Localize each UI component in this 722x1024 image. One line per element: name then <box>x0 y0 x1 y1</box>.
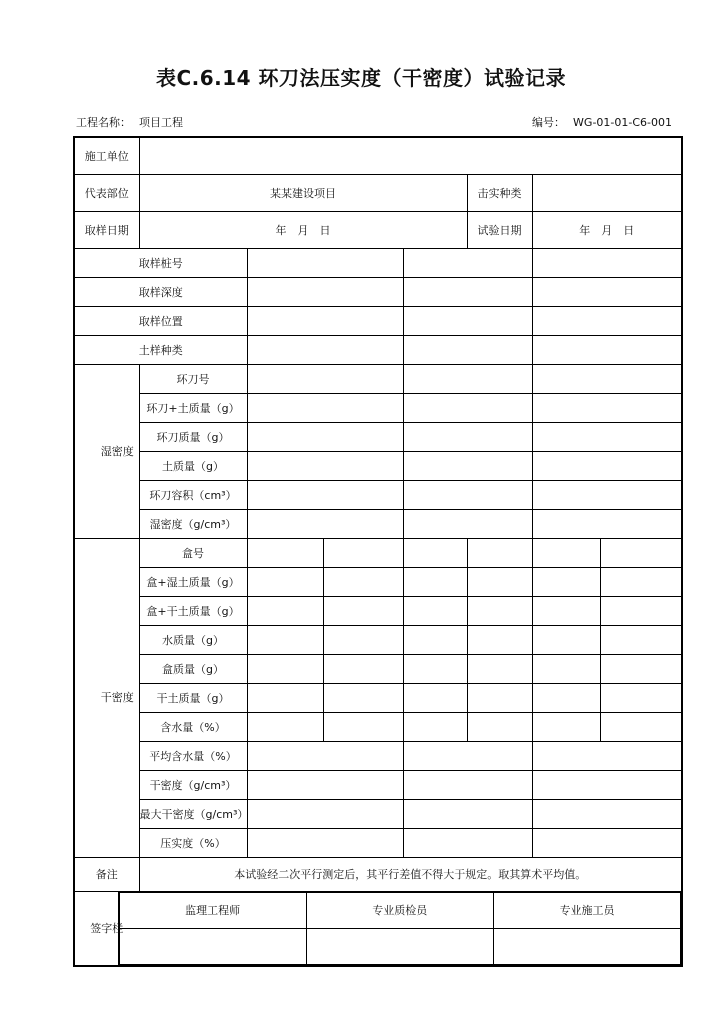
project-name-label: 工程名称： <box>76 116 131 129</box>
compaction-type-field[interactable] <box>532 174 682 211</box>
wet-density-row-label: 湿密度（g/cm³） <box>139 509 247 538</box>
data-cell[interactable] <box>247 683 323 712</box>
test-date-field[interactable]: 年 月 日 <box>532 211 682 248</box>
data-cell[interactable] <box>532 741 682 770</box>
data-cell[interactable] <box>467 538 532 567</box>
signature-block <box>118 891 682 966</box>
data-cell[interactable] <box>600 712 682 741</box>
data-cell[interactable] <box>600 567 682 596</box>
data-cell[interactable] <box>247 625 323 654</box>
data-cell[interactable] <box>247 596 323 625</box>
data-cell[interactable] <box>323 625 403 654</box>
data-cell[interactable] <box>532 799 682 828</box>
data-cell[interactable] <box>247 335 403 364</box>
dry-density-row-label: 干密度（g/cm³） <box>139 770 247 799</box>
data-cell[interactable] <box>403 712 467 741</box>
data-cell[interactable] <box>403 306 532 335</box>
signature-group-label: 签字栏 <box>74 891 118 966</box>
data-cell[interactable] <box>532 277 682 306</box>
data-cell[interactable] <box>247 393 403 422</box>
data-cell[interactable] <box>247 248 403 277</box>
data-cell[interactable] <box>323 712 403 741</box>
data-cell[interactable] <box>403 799 532 828</box>
sample-row-label: 取样位置 <box>74 306 247 335</box>
data-cell[interactable] <box>247 509 403 538</box>
document-code-label: 编号： <box>532 116 566 129</box>
data-cell[interactable] <box>247 480 403 509</box>
sample-row-label: 取样深度 <box>74 277 247 306</box>
data-cell[interactable] <box>403 277 532 306</box>
data-cell[interactable] <box>247 741 403 770</box>
sampling-date-label: 取样日期 <box>74 211 139 248</box>
data-cell[interactable] <box>247 828 403 857</box>
data-cell[interactable] <box>532 422 682 451</box>
wet-density-row-label: 环刀号 <box>139 364 247 393</box>
data-cell[interactable] <box>532 712 600 741</box>
data-cell[interactable] <box>532 625 600 654</box>
data-cell[interactable] <box>403 364 532 393</box>
data-cell[interactable] <box>532 596 600 625</box>
representative-part-field[interactable]: 某某建设项目 <box>139 174 467 211</box>
dry-density-row-label: 盒+湿土质量（g） <box>139 567 247 596</box>
data-cell[interactable] <box>532 480 682 509</box>
sample-row-label: 土样种类 <box>74 335 247 364</box>
data-cell[interactable] <box>323 538 403 567</box>
constructor-role-label: 专业施工员 <box>493 892 680 928</box>
data-cell[interactable] <box>467 596 532 625</box>
data-cell[interactable] <box>403 248 532 277</box>
data-cell[interactable] <box>403 451 532 480</box>
data-cell[interactable] <box>403 538 467 567</box>
data-cell[interactable] <box>600 683 682 712</box>
quality-inspector-signature-field[interactable] <box>306 928 493 964</box>
data-cell[interactable] <box>247 654 323 683</box>
data-cell[interactable] <box>247 306 403 335</box>
data-cell[interactable] <box>532 364 682 393</box>
data-cell[interactable] <box>600 625 682 654</box>
quality-inspector-role-label: 专业质检员 <box>306 892 493 928</box>
wet-density-row-label: 环刀+土质量（g） <box>139 393 247 422</box>
data-cell[interactable] <box>600 538 682 567</box>
data-cell[interactable] <box>323 654 403 683</box>
data-cell[interactable] <box>532 828 682 857</box>
data-cell[interactable] <box>403 509 532 538</box>
dry-density-row-label: 水质量（g） <box>139 625 247 654</box>
dry-density-row-label: 干土质量（g） <box>139 683 247 712</box>
data-cell[interactable] <box>532 683 600 712</box>
data-cell[interactable] <box>467 683 532 712</box>
data-cell[interactable] <box>403 422 532 451</box>
data-cell[interactable] <box>532 306 682 335</box>
data-cell[interactable] <box>467 567 532 596</box>
data-cell[interactable] <box>323 567 403 596</box>
data-cell[interactable] <box>403 741 532 770</box>
data-cell[interactable] <box>532 393 682 422</box>
data-cell[interactable] <box>600 654 682 683</box>
representative-part-label: 代表部位 <box>74 174 139 211</box>
remark-text: 本试验经二次平行测定后，其平行差值不得大于规定。取其算术平均值。 <box>139 857 682 891</box>
sampling-date-field[interactable]: 年 月 日 <box>139 211 467 248</box>
document-code <box>532 114 672 130</box>
construction-unit-label: 施工单位 <box>74 137 139 174</box>
dry-density-row-label: 盒号 <box>139 538 247 567</box>
data-cell[interactable] <box>403 828 532 857</box>
signature-table <box>119 892 682 965</box>
test-record-form <box>73 136 683 967</box>
data-cell[interactable] <box>403 625 467 654</box>
data-cell[interactable] <box>532 451 682 480</box>
data-cell[interactable] <box>532 654 600 683</box>
data-cell[interactable] <box>247 422 403 451</box>
constructor-signature-field[interactable] <box>493 928 680 964</box>
dry-density-row-label: 平均含水量（%） <box>139 741 247 770</box>
dry-density-row-label: 盒质量（g） <box>139 654 247 683</box>
data-cell[interactable] <box>247 277 403 306</box>
data-cell[interactable] <box>403 683 467 712</box>
project-name <box>76 114 183 130</box>
wet-density-row-label: 环刀容积（cm³） <box>139 480 247 509</box>
data-cell[interactable] <box>467 654 532 683</box>
data-cell[interactable] <box>403 335 532 364</box>
document-code-value: WG-01-01-C6-001 <box>573 116 672 129</box>
wet-density-row-label: 土质量（g） <box>139 451 247 480</box>
data-cell[interactable] <box>600 596 682 625</box>
supervisor-role-label: 监理工程师 <box>119 892 306 928</box>
sample-row-label: 取样桩号 <box>74 248 247 277</box>
data-cell[interactable] <box>532 770 682 799</box>
compaction-type-label: 击实种类 <box>467 174 532 211</box>
data-cell[interactable] <box>323 683 403 712</box>
data-cell[interactable] <box>532 248 682 277</box>
dry-density-row-label: 最大干密度（g/cm³） <box>139 799 247 828</box>
data-cell[interactable] <box>247 538 323 567</box>
test-date-label: 试验日期 <box>467 211 532 248</box>
data-cell[interactable] <box>247 451 403 480</box>
data-cell[interactable] <box>532 567 600 596</box>
data-cell[interactable] <box>247 567 323 596</box>
data-cell[interactable] <box>323 596 403 625</box>
supervisor-signature-field[interactable] <box>119 928 306 964</box>
data-cell[interactable] <box>467 712 532 741</box>
wet-density-group-label: 湿密度 <box>74 364 139 538</box>
dry-density-group-label: 干密度 <box>74 538 139 857</box>
data-cell[interactable] <box>403 567 467 596</box>
data-cell[interactable] <box>532 509 682 538</box>
data-cell[interactable] <box>247 770 403 799</box>
data-cell[interactable] <box>403 480 532 509</box>
dry-density-row-label: 压实度（%） <box>139 828 247 857</box>
construction-unit-field[interactable] <box>139 137 682 174</box>
data-cell[interactable] <box>403 654 467 683</box>
page-title: 表C.6.14 环刀法压实度（干密度）试验记录 <box>155 66 567 90</box>
project-name-value: 项目工程 <box>139 116 183 129</box>
data-cell[interactable] <box>403 596 467 625</box>
data-cell[interactable] <box>247 364 403 393</box>
data-cell[interactable] <box>403 393 532 422</box>
dry-density-row-label: 含水量（%） <box>139 712 247 741</box>
dry-density-row-label: 盒+干土质量（g） <box>139 596 247 625</box>
data-cell[interactable] <box>532 335 682 364</box>
data-cell[interactable] <box>403 770 532 799</box>
data-cell[interactable] <box>532 538 600 567</box>
data-cell[interactable] <box>467 625 532 654</box>
remark-label: 备注 <box>74 857 139 891</box>
wet-density-row-label: 环刀质量（g） <box>139 422 247 451</box>
data-cell[interactable] <box>247 799 403 828</box>
data-cell[interactable] <box>247 712 323 741</box>
